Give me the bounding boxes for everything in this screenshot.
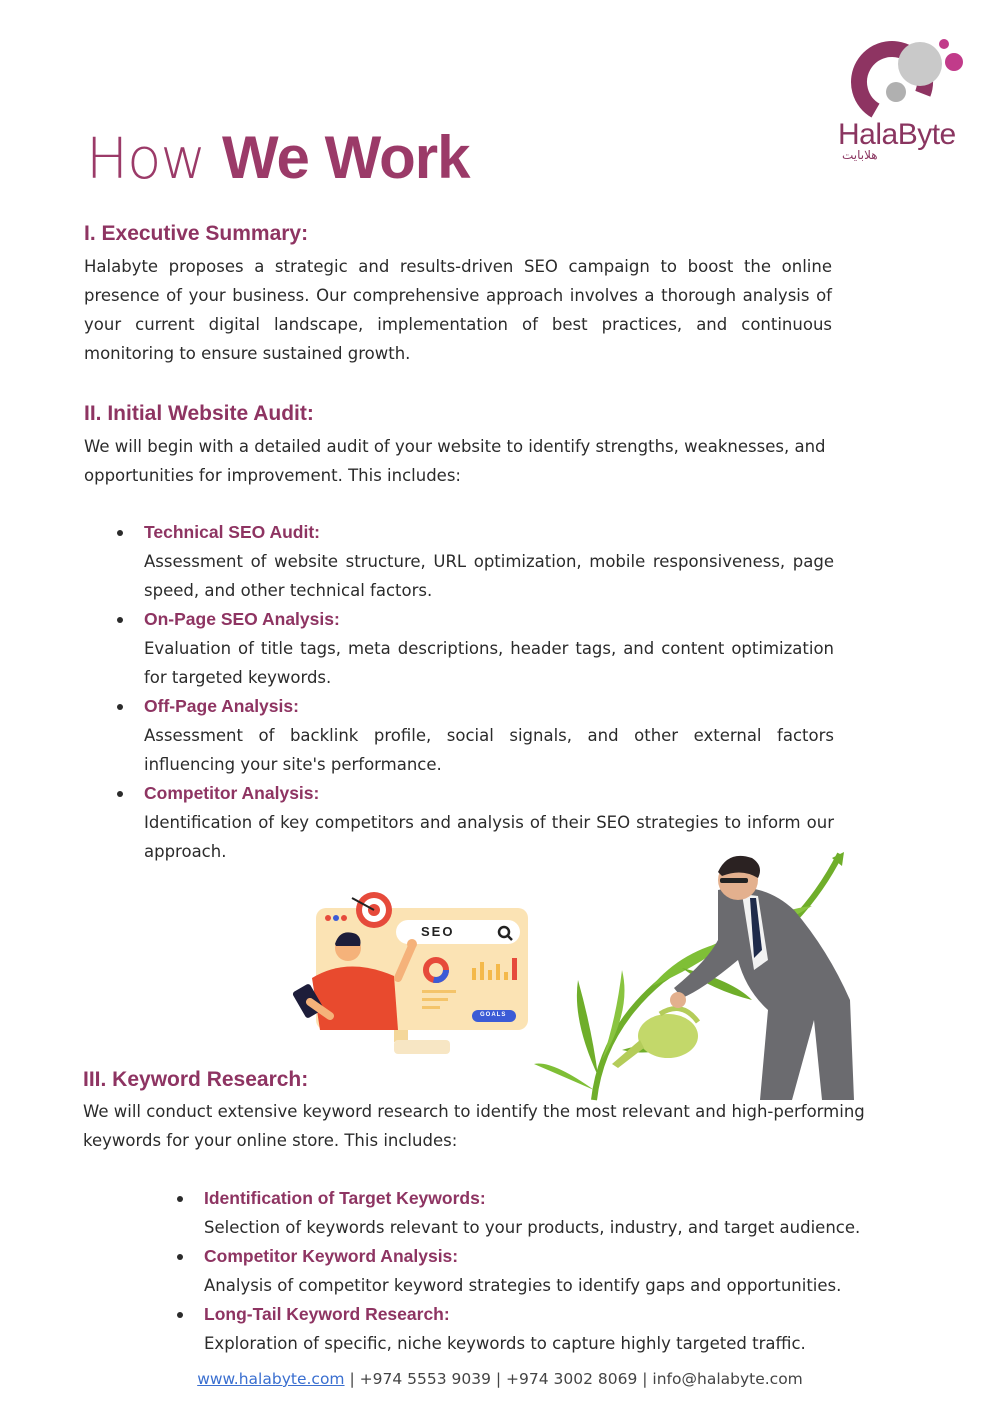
businessman-watering-plant-image xyxy=(532,850,877,1102)
list-item-title: Identification of Target Keywords: xyxy=(204,1184,884,1213)
list-item-title: On-Page SEO Analysis: xyxy=(144,605,834,634)
growth-plant-icon xyxy=(532,850,877,1102)
footer-contact xyxy=(0,1370,1000,1388)
logo-arabic: هلابايت xyxy=(842,148,878,162)
list-item-desc: Identification of key competitors and analysis of their SEO strategies to inform our approach. xyxy=(144,813,834,861)
list-item xyxy=(204,1242,884,1300)
seo-dashboard-icon xyxy=(290,886,535,1058)
halabyte-logo xyxy=(836,34,982,162)
phone-1: +974 5553 9039 xyxy=(359,1370,491,1388)
list-item-desc: Exploration of specific, niche keywords to capture highly targeted traffic. xyxy=(204,1334,806,1353)
section-heading-keyword-research: III. Keyword Research: xyxy=(83,1068,309,1091)
list-item-title: Technical SEO Audit: xyxy=(144,518,834,547)
footer-separator: | xyxy=(344,1370,360,1388)
seo-label: SEO xyxy=(421,924,455,939)
website-link[interactable]: www.halabyte.com xyxy=(197,1370,345,1388)
list-item xyxy=(144,692,834,779)
list-item xyxy=(144,518,834,605)
list-item-title: Off-Page Analysis: xyxy=(144,692,834,721)
section-heading-executive-summary: I. Executive Summary: xyxy=(84,222,309,245)
phone-2: +974 3002 8069 xyxy=(506,1370,638,1388)
title-light: How xyxy=(86,127,206,192)
title-bold: We Work xyxy=(221,124,470,191)
list-item xyxy=(204,1184,884,1242)
footer-separator: | xyxy=(637,1370,653,1388)
footer-separator: | xyxy=(490,1370,507,1388)
keyword-research-body: We will conduct extensive keyword research to identify the most relevant and high-performing keywords for your online store. This includes: xyxy=(83,1102,865,1150)
keyword-list xyxy=(204,1184,884,1358)
page-title xyxy=(86,120,470,198)
list-item-desc: Selection of keywords relevant to your products, industry, and target audience. xyxy=(204,1218,861,1237)
email-text: info@halabyte.com xyxy=(652,1370,803,1388)
list-item-desc: Assessment of backlink profile, social signals, and other external factors influencing your site's performance. xyxy=(144,726,834,774)
logo-wordmark: HalaByte xyxy=(838,118,956,151)
section-heading-website-audit: II. Initial Website Audit: xyxy=(84,402,314,425)
executive-summary-body: Halabyte proposes a strategic and results-driven SEO campaign to boost the online presence of your business. Our comprehensive approach involves a thorough analysis of your current digital landscape, implementation of best practices, and continuous monitoring to ensure sustained growth. xyxy=(84,257,832,363)
list-item-desc: Analysis of competitor keyword strategies to identify gaps and opportunities. xyxy=(204,1276,842,1295)
list-item-title: Competitor Keyword Analysis: xyxy=(204,1242,884,1271)
list-item-title: Competitor Analysis: xyxy=(144,779,834,808)
seo-illustration xyxy=(290,886,535,1058)
goals-label: GOALS xyxy=(480,1012,507,1018)
list-item xyxy=(144,605,834,692)
audit-list xyxy=(144,518,834,866)
list-item-title: Long-Tail Keyword Research: xyxy=(204,1300,884,1329)
list-item xyxy=(204,1300,884,1358)
logo-mark-icon xyxy=(836,34,982,124)
website-audit-body: We will begin with a detailed audit of your website to identify strengths, weaknesses, and opportunities for improvement. This includes: xyxy=(84,437,826,485)
list-item-desc: Evaluation of title tags, meta descriptions, header tags, and content optimization for targeted keywords. xyxy=(144,639,834,687)
list-item-desc: Assessment of website structure, URL optimization, mobile responsiveness, page speed, and other technical factors. xyxy=(144,552,834,600)
